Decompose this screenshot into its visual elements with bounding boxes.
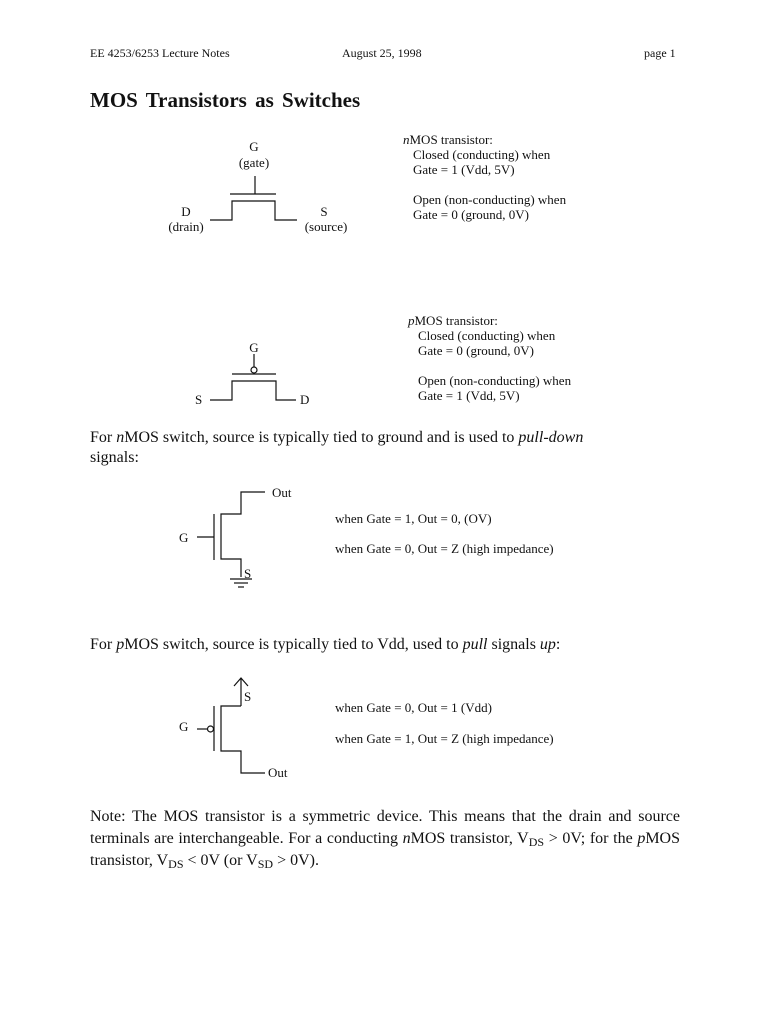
nmos-note-heading: nMOS transistor: [403, 132, 493, 147]
nmos-switch-gate-label: G [179, 530, 189, 545]
pmos-switch-condition-2: when Gate = 1, Out = Z (high impedance) [335, 731, 554, 746]
header-date: August 25, 1998 [342, 46, 422, 60]
header-page-number: page 1 [644, 46, 676, 60]
nmos-closed-condition: Gate = 1 (Vdd, 5V) [413, 162, 515, 177]
nmos-switch-condition-2: when Gate = 0, Out = Z (high impedance) [335, 541, 554, 556]
nmos-switch-condition-1: when Gate = 1, Out = 0, (OV) [335, 511, 492, 526]
symmetry-note-paragraph: Note: The MOS transistor is a symmetric device. This means that the drain and source terminals are interchangeable. For a conducting nMOS transistor, $V_{DS} > 0V$; for the pMOS transistor, $V_{DS} < 0V$ (or $V_{SD} > 0V$). [90, 808, 681, 871]
pmos-gate-letter: G [249, 340, 259, 355]
nmos-note [403, 132, 566, 222]
pmos-closed-label: Closed (conducting) when [418, 328, 556, 343]
nmos-open-condition: Gate = 0 (ground, 0V) [413, 207, 529, 222]
pmos-pullup-circuit [190, 670, 290, 780]
nmos-drain-word: (drain) [168, 219, 204, 234]
pmos-open-label: Open (non-conducting) when [418, 373, 572, 388]
nmos-source-word: (source) [304, 219, 348, 234]
nmos-source-letter: S [320, 204, 328, 219]
pmos-drain-letter: D [300, 392, 310, 407]
nmos-drain-letter: D [181, 204, 191, 219]
pmos-switch-out-label: Out [268, 765, 288, 780]
pmos-note-heading: pMOS transistor: [408, 313, 498, 328]
nmos-switch-paragraph: For nMOS switch, source is typically tied to ground and is used to pull-down signals: [90, 429, 584, 466]
pmos-switch-gate-label: G [179, 719, 189, 734]
nmos-gate-letter: G [249, 139, 259, 154]
pmos-closed-condition: Gate = 0 (ground, 0V) [418, 343, 534, 358]
page-title: MOS Transistors as Switches [90, 88, 361, 112]
nmos-switch-source-label: S [244, 566, 252, 581]
nmos-switch-out-label: Out [272, 485, 292, 500]
pmos-source-letter: S [195, 392, 203, 407]
pmos-transistor-symbol [190, 350, 330, 420]
header-course: EE 4253/6253 Lecture Notes [90, 46, 230, 60]
pmos-switch-condition-1: when Gate = 0, Out = 1 (Vdd) [335, 700, 492, 715]
nmos-closed-label: Closed (conducting) when [413, 147, 551, 162]
nmos-open-label: Open (non-conducting) when [413, 192, 567, 207]
pmos-note [408, 313, 571, 403]
pmos-open-condition: Gate = 1 (Vdd, 5V) [418, 388, 520, 403]
nmos-gate-word: (gate) [238, 155, 270, 170]
pmos-switch-paragraph: For pMOS switch, source is typically tied to Vdd, used to pull signals up: [90, 636, 561, 653]
pmos-switch-source-label: S [244, 689, 252, 704]
